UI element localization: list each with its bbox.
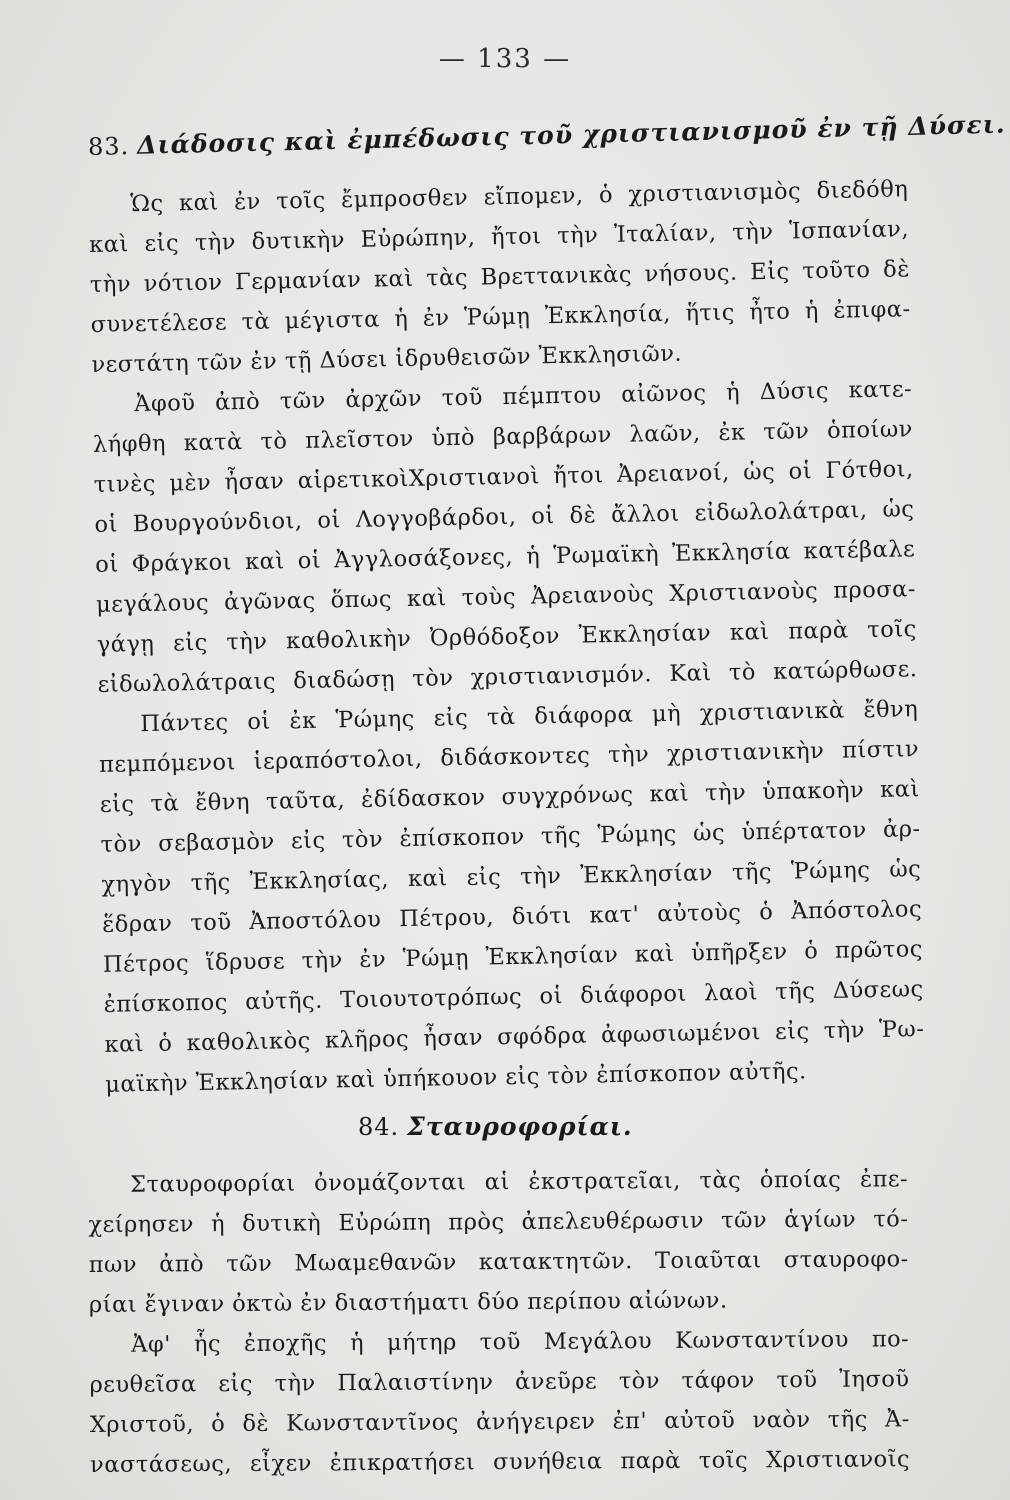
text-line: ἕδραν τοῦ Ἀποστόλου Πέτρου, διότι κατ' αὐτοὺς ὁ Ἀπόστολος [101,896,923,938]
section-body-84 [88,1159,910,1485]
section-heading-83 [88,110,1006,161]
text-line: ἐπίσκοπος αὐτῆς. Τοιουτοτρόπως οἱ διάφοροι λαοὶ τῆς Δύσεως [103,976,924,1018]
section-body-83 [88,169,926,1105]
text-line: ρευθεῖσα εἰς τὴν Παλαιστίνην ἀνεῦρε τὸν τάφον τοῦ Ἰησοῦ [89,1366,910,1398]
text-line: μεγάλους ἀγῶνας ὅπως καὶ τοὺς Ἀρειανοὺς Χριστιανοὺς προσα- [95,576,917,618]
text-line: τὸν σεβασμὸν εἰς τὸν ἐπίσκοπον τῆς Ῥώμης ὡς ὑπέρτατον ἀρ- [100,816,921,858]
text-line: εἰς τὰ ἔθνη ταῦτα, ἐδίδασκον συγχρόνως καὶ τὴν ὑπακοὴν καὶ [99,776,921,818]
text-line: μαϊκὴν Ἐκκλησίαν καὶ ὑπήκουον εἰς τὸν ἐπίσκοπον αὐτῆς. [105,1058,807,1098]
text-line: χηγὸν τῆς Ἐκκλησίας, καὶ εἰς τὴν Ἐκκλησίαν τῆς Ῥώμης ὡς [101,856,922,898]
section-number: 83. [87,131,130,161]
section-number: 84. [358,1113,400,1141]
text-line: Χριστοῦ, ὁ δὲ Κωνσταντῖνος ἀνήγειρεν ἐπ' αὐτοῦ ναὸν τῆς Ἀ- [89,1406,910,1438]
text-line: ρίαι ἔγιναν ὀκτὼ ἐν διαστήματι δύο περίπου αἰώνων. [88,1287,728,1318]
text-line: καὶ εἰς τὴν δυτικὴν Εὐρώπην, ἤτοι τὴν Ἰταλίαν, τὴν Ἱσπανίαν, [88,216,910,258]
text-line: πων ἀπὸ τῶν Μωαμεθανῶν κατακτητῶν. Τοιαῦται σταυροφο- [88,1246,909,1278]
text-line: λήφθη κατὰ τὸ πλεῖστον ὑπὸ βαρβάρων λαῶν, ἐκ τῶν ὁποίων [92,416,914,458]
text-line: οἱ Βουργούνδιοι, οἱ Λογγοβάρδοι, οἱ δὲ ἄλλοι εἰδωλολάτραι, ὡς [94,496,915,538]
text-line: χείρησεν ἡ δυτικὴ Εὐρώπη πρὸς ἀπελευθέρωσιν τῶν ἁγίων τό- [88,1206,909,1238]
section-heading-84 [358,1112,633,1141]
text-line: εἰδωλολάτραις διαδώσῃ τὸν χριστιανισμόν. Καὶ τὸ κατώρθωσε. [97,656,918,698]
section-title: Διάδοσις καὶ ἐμπέδωσις τοῦ χριστιανισμοῦ ἐν τῇ Δύσει. [136,109,1006,160]
text-line: Σταυροφορίαι ὀνομάζονται αἱ ἐκστρατεῖαι, τὰς ὁποίας ἐπε- [130,1166,909,1198]
text-line: συνετέλεσε τὰ μέγιστα ἡ ἐν Ῥώμῃ Ἐκκλησία, ἥτις ἦτο ἡ ἐπιφα- [90,296,911,338]
text-line: οἱ Φράγκοι καὶ οἱ Ἀγγλοσάξονες, ἡ Ῥωμαϊκὴ Ἐκκλησία κατέβαλε [95,536,916,578]
text-line: Ἀφ' ἧς ἐποχῆς ἡ μήτηρ τοῦ Μεγάλου Κωνσταντίνου πο- [131,1326,910,1358]
text-line: Ἀφοῦ ἀπὸ τῶν ἀρχῶν τοῦ πέμπτου αἰῶνος ἡ Δύσις κατε- [133,376,913,418]
text-line: καὶ ὁ καθολικὸς κλῆρος ἦσαν σφόδρα ἀφωσιωμένοι εἰς τὴν Ῥω- [104,1016,925,1058]
text-line: νεστάτη τῶν ἐν τῇ Δύσει ἱδρυθεισῶν Ἐκκλησιῶν. [91,340,683,378]
text-line: γάγῃ εἰς τὴν καθολικὴν Ὀρθόδοξον Ἐκκλησίαν καὶ παρὰ τοῖς [96,616,917,658]
text-line: τὴν νότιον Γερμανίαν καὶ τὰς Βρεττανικὰς νήσους. Εἰς τοῦτο δὲ [89,256,911,298]
text-line: ναστάσεως, εἶχεν ἐπικρατήσει συνήθεια παρὰ τοῖς Χριστιανοῖς [90,1446,911,1478]
text-line: τινὲς μὲν ἦσαν αἱρετικοὶΧριστιανοὶ ἤτοι Ἀρειανοί, ὡς οἱ Γότθοι, [93,456,914,498]
text-line: Πέτρος ἵδρυσε τὴν ἐν Ῥώμῃ Ἐκκλησίαν καὶ ὑπῆρξεν ὁ πρῶτος [102,936,924,978]
section-title: Σταυροφορίαι. [407,1112,633,1141]
text-line: Ὡς καὶ ἐν τοῖς ἔμπροσθεν εἴπομεν, ὁ χριστιανισμὸς διεδόθη [130,176,909,218]
page-number: — 133 — [438,44,572,74]
text-line: Πάντες οἱ ἐκ Ῥώμης εἰς τὰ διάφορα μὴ χριστιανικὰ ἔθνη [140,696,919,738]
text-line: πεμπόμενοι ἱεραπόστολοι, διδάσκοντες τὴν χριστιανικὴν πίστιν [98,736,920,778]
